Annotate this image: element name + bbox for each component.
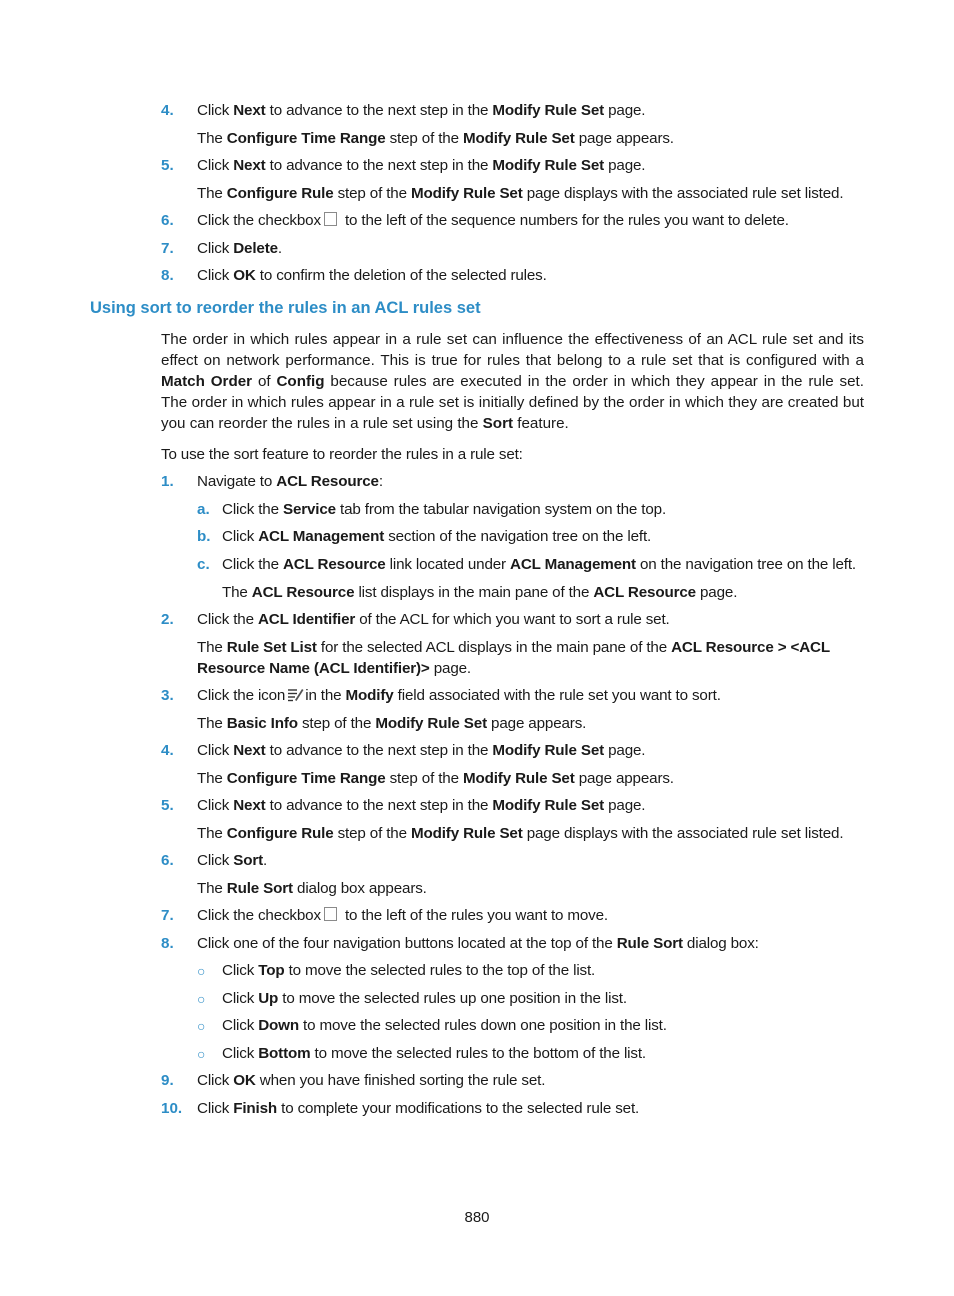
- substep-letter: c.: [197, 556, 210, 573]
- bullet-down: Click Down to move the selected rules down one position in the list.: [222, 1017, 667, 1034]
- section-heading: Using sort to reorder the rules in an ACL rules set: [90, 299, 481, 317]
- step-4-top: Click Next to advance to the next step in the Modify Rule Set page.: [197, 102, 646, 119]
- step-7: Click the checkbox to the left of the rules you want to move.: [197, 907, 608, 924]
- step-note: The Rule Set List for the selected ACL displays in the main pane of the ACL Resource > <ACL: [197, 639, 830, 656]
- step-number: 8.: [161, 935, 174, 952]
- substep-letter: a.: [197, 501, 210, 518]
- substep-c: Click the ACL Resource link located under ACL Management on the navigation tree on the left.: [222, 556, 856, 573]
- step-number: 1.: [161, 473, 174, 490]
- step-note: The Rule Sort dialog box appears.: [197, 880, 427, 897]
- step-number: 6.: [161, 212, 174, 229]
- substep-note: The ACL Resource list displays in the main pane of the ACL Resource page.: [222, 584, 738, 601]
- step-5: Click Next to advance to the next step in the Modify Rule Set page.: [197, 797, 646, 814]
- circle-bullet-icon: ○: [197, 1046, 206, 1062]
- step-number: 6.: [161, 852, 174, 869]
- step-number: 4.: [161, 742, 174, 759]
- step-number: 8.: [161, 267, 174, 284]
- bullet-top: Click Top to move the selected rules to the top of the list.: [222, 962, 596, 979]
- step-number: 7.: [161, 240, 174, 257]
- step-note: The Configure Rule step of the Modify Rule Set page displays with the associated rule set listed.: [197, 185, 844, 202]
- step-number: 5.: [161, 157, 174, 174]
- step-2: Click the ACL Identifier of the ACL for which you want to sort a rule set.: [197, 611, 670, 628]
- step-4: Click Next to advance to the next step in the Modify Rule Set page.: [197, 742, 646, 759]
- checkbox-icon: [324, 212, 337, 226]
- step-10: Click Finish to complete your modifications to the selected rule set.: [197, 1100, 640, 1117]
- bullet-bottom: Click Bottom to move the selected rules to the bottom of the list.: [222, 1045, 646, 1062]
- page-number: 880: [464, 1209, 490, 1226]
- step-3: Click the icon in the Modify field associated with the rule set you want to sort.: [197, 686, 721, 708]
- circle-bullet-icon: ○: [197, 991, 206, 1007]
- step-5-top: Click Next to advance to the next step in the Modify Rule Set page.: [197, 157, 646, 174]
- step-8: Click one of the four navigation buttons located at the top of the Rule Sort dialog box:: [197, 935, 759, 952]
- step-note: Resource Name (ACL Identifier)> page.: [197, 660, 471, 677]
- circle-bullet-icon: ○: [197, 963, 206, 979]
- step-number: 4.: [161, 102, 174, 119]
- step-6-top: Click the checkbox to the left of the sequence numbers for the rules you want to delete.: [197, 212, 789, 229]
- step-number: 9.: [161, 1072, 174, 1089]
- step-note: The Configure Time Range step of the Modify Rule Set page appears.: [197, 130, 674, 147]
- intro-paragraph: The order in which rules appear in a rule set can influence the effectiveness of an ACL rule set and its effect on network performance. This is true for rules that belong to a rule set that is configured with a Match Order of Config because rules are executed in the order in which they appear in the rule set. The order in which rules appear in a rule set is initially defined by the order in which they are created but you can reorder the rules in a rule set using the Sort feature.: [161, 331, 864, 432]
- modify-icon: [287, 687, 304, 708]
- substep-letter: b.: [197, 528, 211, 545]
- step-6: Click Sort.: [197, 852, 268, 869]
- step-number: 7.: [161, 907, 174, 924]
- bullet-up: Click Up to move the selected rules up one position in the list.: [222, 990, 627, 1007]
- step-number: 10.: [161, 1100, 183, 1117]
- lead-text: To use the sort feature to reorder the rules in a rule set:: [161, 446, 523, 463]
- step-1: Navigate to ACL Resource:: [197, 473, 383, 490]
- step-7-top: Click Delete.: [197, 240, 282, 257]
- substep-a: Click the Service tab from the tabular navigation system on the top.: [222, 501, 667, 518]
- step-number: 2.: [161, 611, 174, 628]
- step-note: The Configure Time Range step of the Modify Rule Set page appears.: [197, 770, 674, 787]
- step-note: The Basic Info step of the Modify Rule Set page appears.: [197, 715, 587, 732]
- substep-b: Click ACL Management section of the navigation tree on the left.: [222, 528, 652, 545]
- circle-bullet-icon: ○: [197, 1018, 206, 1034]
- step-number: 5.: [161, 797, 174, 814]
- step-note: The Configure Rule step of the Modify Rule Set page displays with the associated rule set listed.: [197, 825, 844, 842]
- step-number: 3.: [161, 687, 174, 704]
- step-9: Click OK when you have finished sorting the rule set.: [197, 1072, 546, 1089]
- checkbox-icon: [324, 907, 337, 921]
- step-8-top: Click OK to confirm the deletion of the selected rules.: [197, 267, 547, 284]
